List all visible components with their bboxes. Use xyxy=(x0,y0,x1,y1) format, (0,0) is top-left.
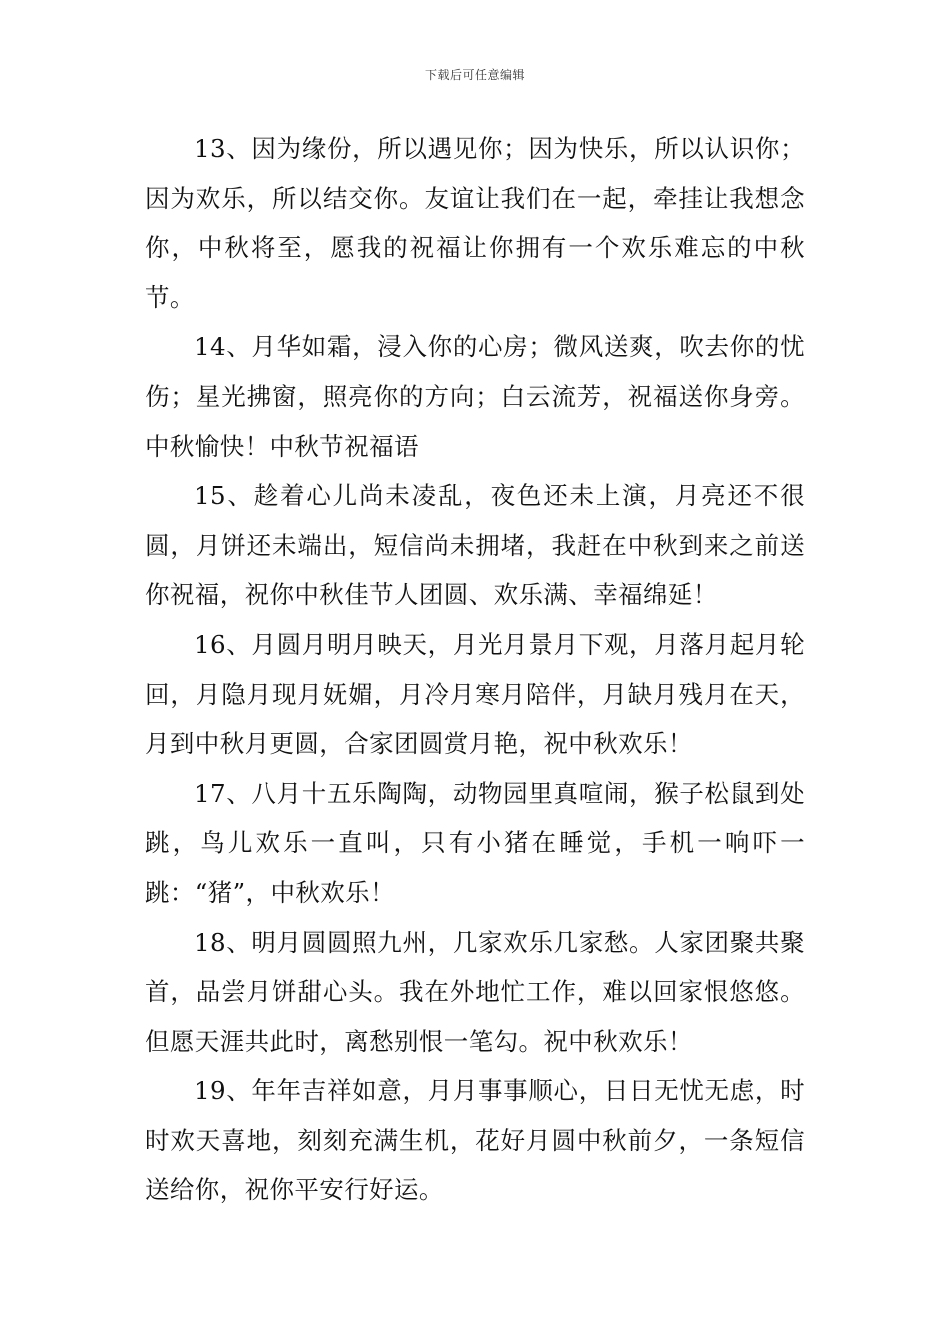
paragraph-18: 18、明月圆圆照九州，几家欢乐几家愁。人家团聚共聚首，品尝月饼甜心头。我在外地忙工作，难以回家恨悠悠。但愿天涯共此时，离愁别恨一笔勾。祝中秋欢乐！ xyxy=(145,927,805,1056)
paragraph-19: 19、年年吉祥如意，月月事事顺心，日日无忧无虑，时时欢天喜地，刻刻充满生机，花好月圆中秋前夕，一条短信送给你，祝你平安行好运。 xyxy=(145,1076,805,1205)
document-body xyxy=(145,124,805,1215)
paragraph-13: 13、因为缘份，所以遇见你；因为快乐，所以认识你；因为欢乐，所以结交你。友谊让我们在一起，牵挂让我想念你，中秋将至，愿我的祝福让你拥有一个欢乐难忘的中秋节。 xyxy=(145,134,805,312)
page-header: 下载后可任意编辑 xyxy=(424,68,525,82)
paragraph-15: 15、趁着心儿尚未凌乱，夜色还未上演，月亮还不很圆，月饼还未端出，短信尚未拥堵，我赶在中秋到来之前送你祝福，祝你中秋佳节人团圆、欢乐满、幸福绵延！ xyxy=(145,481,805,610)
paragraph-14: 14、月华如霜，浸入你的心房；微风送爽，吹去你的忧伤；星光拂窗，照亮你的方向；白云流芳，祝福送你身旁。中秋愉快！中秋节祝福语 xyxy=(145,332,805,461)
paragraph-17: 17、八月十五乐陶陶，动物园里真喧闹，猴子松鼠到处跳，鸟儿欢乐一直叫，只有小猪在睡觉，手机一响吓一跳：“猪”，中秋欢乐！ xyxy=(145,778,805,907)
paragraph-16: 16、月圆月明月映天，月光月景月下观，月落月起月轮回，月隐月现月妩媚，月冷月寒月陪伴，月缺月残月在天，月到中秋月更圆，合家团圆赏月艳，祝中秋欢乐！ xyxy=(145,629,805,759)
